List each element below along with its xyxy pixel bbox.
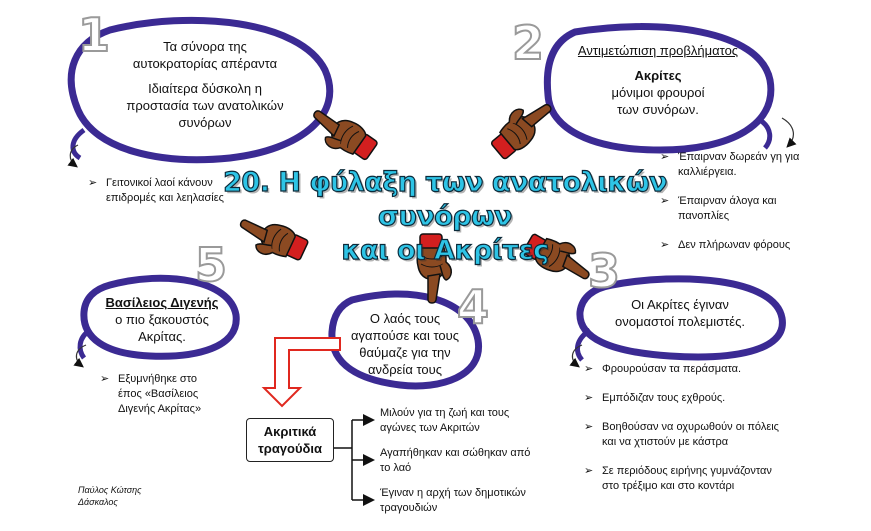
title-line-2: και οι Ακρίτες xyxy=(341,235,549,266)
bubble-4-line: θαύμαζε για την xyxy=(359,345,451,360)
bubble-4-text xyxy=(340,310,470,378)
arrow-bullet-icon: ➢ xyxy=(660,195,670,207)
bubble-5-text xyxy=(92,294,232,345)
arrow-bullet-icon: ➢ xyxy=(584,392,594,404)
author-role: Δάσκαλος xyxy=(78,497,118,507)
songs-label-line: τραγούδια xyxy=(257,441,323,456)
list-item: ➢ Βοηθούσαν να οχυρωθούν οι πόλεις και να χτιστούν με κάστρα xyxy=(584,421,779,448)
bubble-2-text xyxy=(560,42,756,118)
number-2: 2 xyxy=(512,16,545,70)
bubble-3-line: ονομαστοί πολεμιστές. xyxy=(615,314,745,329)
bubble-2-line: μόνιμοι φρουροί xyxy=(611,85,705,100)
list-item: ➢ Έπαιρναν άλογα και πανοπλίες xyxy=(660,195,777,222)
bubble-2-line: Ακρίτες xyxy=(634,68,682,83)
arrow-bullet-icon: ➢ xyxy=(660,239,670,251)
bubble-3-line: Οι Ακρίτες έγιναν xyxy=(631,297,729,312)
list-item: ➢ Φρουρούσαν τα περάσματα. xyxy=(584,363,742,375)
bubble-4-line: αγαπούσε και τους xyxy=(351,328,459,343)
bubble-3-text xyxy=(590,296,770,330)
bubble-1-line: προστασία των ανατολικών xyxy=(126,98,284,113)
title-line-1: 20. Η φύλαξη των ανατολικών συνόρων xyxy=(223,167,667,232)
arrow-bullet-icon: ➢ xyxy=(100,373,110,385)
bubble-5-heading: Βασίλειος Διγενής xyxy=(105,295,219,310)
bubble-4-line: ανδρεία τους xyxy=(367,362,442,377)
bubble-4-line: Ο λαός τους xyxy=(369,311,441,326)
list-item: ➢ Δεν πλήρωναν φόρους xyxy=(660,239,791,251)
bubble-1-line: συνόρων xyxy=(178,115,232,130)
bubble-2-bullets xyxy=(660,150,810,267)
number-1: 1 xyxy=(78,8,111,62)
list-item: ➢ Γειτονικοί λαοί κάνουν επιδρομές και λεηλασίες xyxy=(88,177,224,204)
arrow-bullet-icon: ➢ xyxy=(584,363,594,375)
songs-label-line: Ακριτικά xyxy=(263,424,317,439)
list-item: ➢ Εξυμνήθηκε στο έπος «Βασίλειος Διγενής Ακρίτας» xyxy=(100,373,202,415)
bubble-2-heading: Αντιμετώπιση προβλήματος xyxy=(577,43,739,58)
number-4: 4 xyxy=(457,280,490,334)
bubble-5-line: ο πιο ξακουστός xyxy=(115,312,209,327)
song-item: Αγαπήθηκαν και σώθηκαν από το λαό xyxy=(380,447,531,474)
arrow-bullet-icon: ➢ xyxy=(584,465,594,477)
bubble-2-line: των συνόρων. xyxy=(617,102,699,117)
songs-box xyxy=(246,418,334,462)
song-item: Έγιναν η αρχή των δημοτικών τραγουδιών xyxy=(380,487,526,514)
list-item: ➢ Εμπόδιζαν τους εχθρούς. xyxy=(584,392,726,404)
arrow-bullet-icon: ➢ xyxy=(584,421,594,433)
bubble-1-line: Ιδιαίτερα δύσκολη η xyxy=(148,81,262,96)
red-arrow-icon xyxy=(264,338,340,406)
list-item: ➢ Έπαιρναν δωρεάν γη για καλλιέργεια. xyxy=(660,151,800,178)
bubble-1-line: αυτοκρατορίας απέραντα xyxy=(132,56,278,71)
bubble-3-bullets xyxy=(584,362,784,508)
arrow-bullet-icon: ➢ xyxy=(88,177,98,189)
author xyxy=(78,484,142,508)
song-item: Μιλούν για τη ζωή και τους αγώνες των Ακριτών xyxy=(380,407,510,434)
number-5: 5 xyxy=(195,238,228,292)
bubble-1-bullets xyxy=(88,176,228,220)
arrow-bullet-icon: ➢ xyxy=(660,151,670,163)
number-3: 3 xyxy=(588,244,621,298)
bubble-1-text xyxy=(100,38,310,131)
list-item: ➢ Σε περιόδους ειρήνης γυμνάζονταν στο τρέξιμο και στο κοντάρι xyxy=(584,465,772,492)
bubble-5-bullets xyxy=(100,372,220,431)
author-name: Παύλος Κώτσης xyxy=(78,485,142,495)
bubble-1-line: Τα σύνορα της xyxy=(163,39,247,54)
songs-connectors xyxy=(332,420,372,500)
page-title xyxy=(215,166,675,268)
bubble-5-line: Ακρίτας. xyxy=(138,329,186,344)
